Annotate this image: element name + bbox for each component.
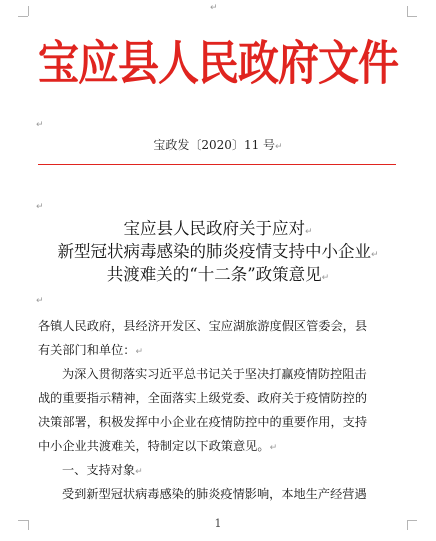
section-heading-text: 一、支持对象 bbox=[62, 463, 136, 477]
crop-mark-top-left bbox=[28, 6, 29, 16]
paragraph-mark: ↵ bbox=[36, 120, 44, 130]
crop-mark-top-right bbox=[407, 6, 408, 16]
addressee-line-2 bbox=[38, 342, 143, 358]
page-number: 1 bbox=[214, 517, 222, 530]
paragraph-1-line-3: 决策部署，积极发挥中小企业在疫情防控中的重要作用，支持 bbox=[38, 415, 368, 429]
crop-mark-top-left-h bbox=[18, 16, 28, 17]
paragraph-1-line-1: 为深入贯彻落实习近平总书记关于坚决打赢疫情防控阻击 bbox=[62, 367, 367, 381]
document-header-title: 宝应县人民政府文件 bbox=[38, 35, 398, 91]
paragraph-1-line-4 bbox=[38, 438, 277, 454]
paragraph-mark: ↵ bbox=[135, 467, 143, 477]
main-title-line-1 bbox=[0, 218, 436, 240]
paragraph-mark: ↵ bbox=[269, 443, 278, 453]
main-title-line-3 bbox=[0, 264, 436, 286]
paragraph-mark: ↵ bbox=[36, 202, 44, 212]
document-number-text: 宝政发〔2020〕11 号 bbox=[153, 138, 276, 152]
paragraph-mark: ↵ bbox=[321, 273, 330, 283]
paragraph-mark: ↵ bbox=[210, 3, 218, 13]
main-title-line-2 bbox=[0, 241, 436, 263]
paragraph-mark: ↵ bbox=[275, 142, 283, 152]
red-divider-line bbox=[38, 164, 396, 165]
addressee-text: 有关部门和单位： bbox=[38, 343, 136, 357]
addressee-line-1: 各镇人民政府，县经济开发区、宝应湖旅游度假区管委会，县 bbox=[38, 319, 368, 333]
document-number bbox=[0, 136, 436, 153]
main-title-text: 共渡难关的“十二条”政策意见 bbox=[106, 265, 322, 284]
paragraph-mark: ↵ bbox=[370, 250, 379, 260]
paragraph-text: 中小企业共渡难关，特制定以下政策意见。 bbox=[38, 439, 270, 453]
paragraph-mark: ↵ bbox=[135, 347, 144, 357]
paragraph-mark: ↵ bbox=[304, 227, 313, 237]
paragraph-1-line-2: 战的重要指示精神，全面落实上级党委、政府关于疫情防控的 bbox=[38, 391, 368, 405]
crop-mark-top-right-h bbox=[407, 16, 417, 17]
section-1-heading bbox=[62, 462, 143, 478]
paragraph-2-line-1: 受到新型冠状病毒感染的肺炎疫情影响，本地生产经营遇 bbox=[62, 487, 367, 501]
main-title-text: 宝应县人民政府关于应对 bbox=[123, 219, 305, 238]
main-title-text: 新型冠状病毒感染的肺炎疫情支持中小企业 bbox=[57, 242, 371, 261]
paragraph-mark: ↵ bbox=[36, 296, 44, 306]
